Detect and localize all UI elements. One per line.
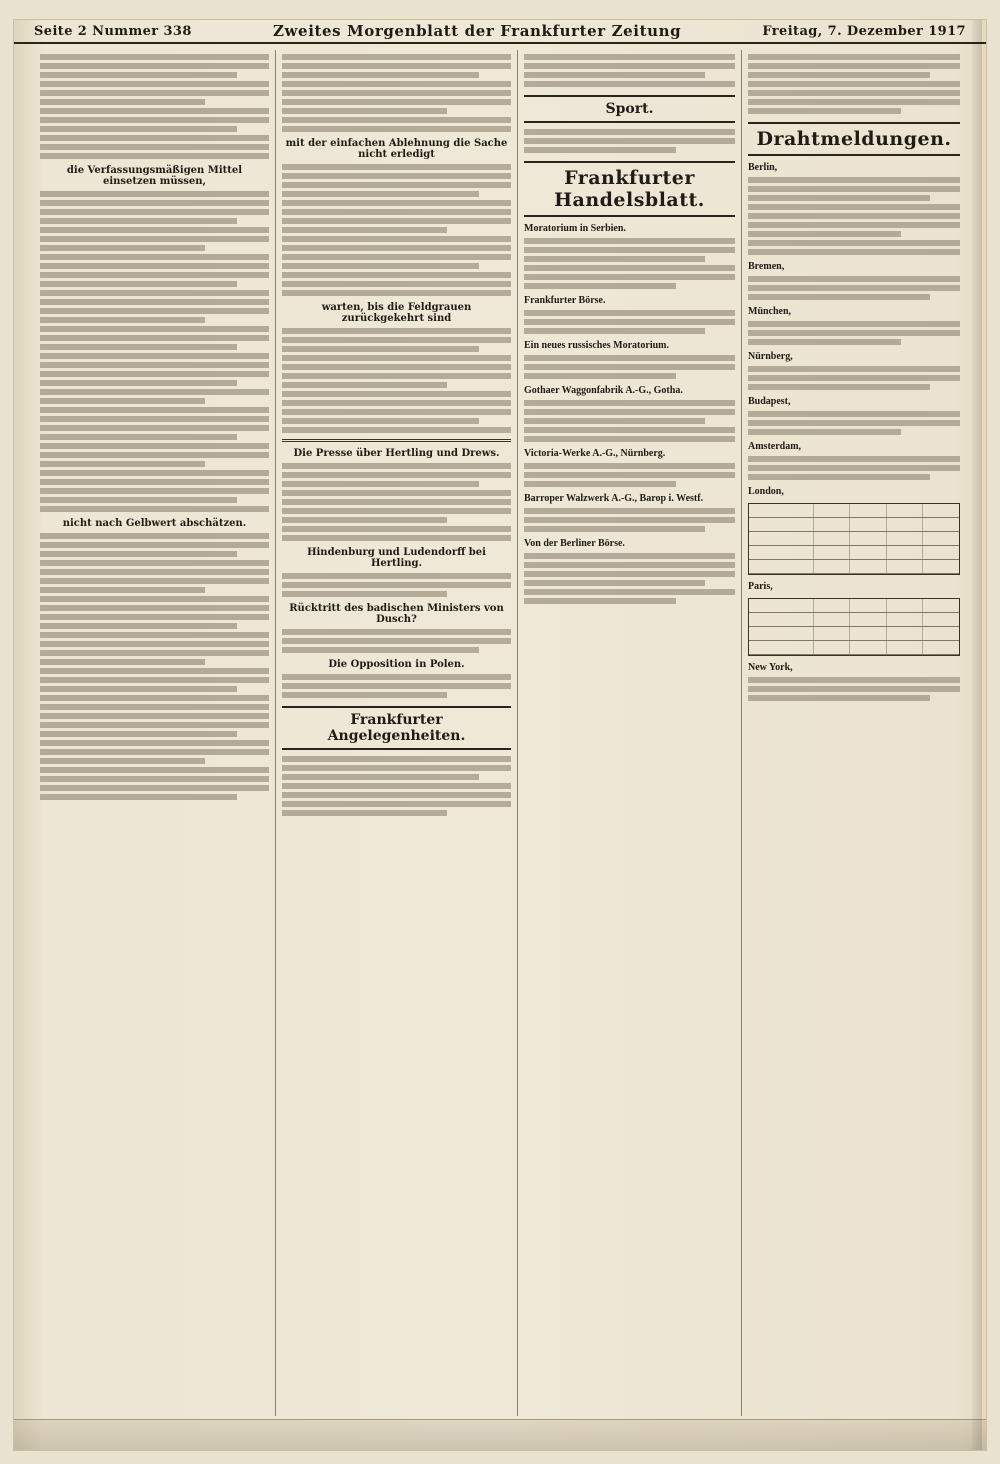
article-body (282, 164, 511, 296)
article-body (282, 463, 511, 541)
page-columns (34, 50, 966, 1416)
news-item-title: Nürnberg, (748, 351, 793, 362)
article-body (748, 411, 960, 435)
article-body (748, 54, 960, 114)
article-body (40, 533, 269, 800)
news-item-title: München, (748, 306, 792, 317)
market-table (748, 598, 960, 656)
article-body (524, 355, 735, 379)
news-item-title: Budapest, (748, 396, 791, 407)
column-2 (276, 50, 518, 1416)
article-body (524, 463, 735, 487)
column-3 (518, 50, 742, 1416)
telegrams-title: Drahtmeldungen. (748, 122, 960, 156)
article-body (524, 508, 735, 532)
article-body (748, 276, 960, 300)
article-body (748, 177, 960, 255)
newspaper-title: Zweites Morgenblatt der Frankfurter Zeitung (272, 22, 682, 40)
article-body (282, 328, 511, 433)
sport-title: Sport. (524, 95, 735, 123)
column-4 (742, 50, 966, 1416)
news-item-title: Barroper Walzwerk A.-G., Barop i. Westf. (524, 493, 704, 504)
business-section-title: Frankfurter Handelsblatt. (524, 161, 735, 217)
article-body (40, 191, 269, 512)
page-edge-shadow (972, 20, 982, 1450)
article-body (748, 366, 960, 390)
subheading: Die Opposition in Polen. (328, 659, 465, 670)
subheading: nicht nach Gelbwert abschätzen. (62, 518, 247, 529)
news-item-title: New York, (748, 662, 793, 673)
article-body (524, 310, 735, 334)
article-body (524, 54, 735, 87)
article-body (524, 400, 735, 442)
article-body (282, 573, 511, 597)
section-divider (282, 439, 511, 442)
news-item-title: Ein neues russisches Moratorium. (524, 340, 669, 351)
local-news-title: Frankfurter Angelegenheiten. (282, 706, 511, 750)
article-body (524, 238, 735, 289)
news-item-title: Victoria-Werke A.-G., Nürnberg. (524, 448, 666, 459)
news-item-title: Frankfurter Börse. (524, 295, 606, 306)
page-header (14, 20, 986, 44)
page-date: Freitag, 7. Dezember 1917 (762, 23, 966, 39)
news-item-title: Amsterdam, (748, 441, 802, 452)
news-item-title: Moratorium in Serbien. (524, 223, 626, 234)
article-body (40, 54, 269, 159)
news-item-title: Berlin, (748, 162, 778, 173)
article-body (282, 674, 511, 698)
subheading: warten, bis die Feldgrauen zurückgekehrt sind (321, 302, 472, 324)
page-bottom-edge (14, 1419, 986, 1450)
article-body (282, 54, 511, 132)
subheading: mit der einfachen Ablehnung die Sache nicht erledigt (285, 138, 508, 160)
subheading: Die Presse über Hertling und Drews. (293, 448, 500, 459)
article-body (524, 553, 735, 604)
page-number: Seite 2 Nummer 338 (34, 23, 192, 39)
news-item-title: London, (748, 486, 784, 497)
article-body (524, 129, 735, 153)
subheading: Rücktritt des badischen Ministers von Dusch? (289, 603, 504, 625)
article-body (748, 677, 960, 701)
news-item-title: Von der Berliner Börse. (524, 538, 625, 549)
news-item-title: Paris, (748, 581, 773, 592)
market-table (748, 503, 960, 575)
subheading: die Verfassungsmäßigen Mittel einsetzen müssen, (66, 165, 243, 187)
news-item-title: Gothaer Waggonfabrik A.-G., Gotha. (524, 385, 683, 396)
article-body (282, 629, 511, 653)
article-body (282, 756, 511, 816)
column-1 (34, 50, 276, 1416)
news-item-title: Bremen, (748, 261, 785, 272)
subheading: Hindenburg und Ludendorff bei Hertling. (307, 547, 486, 569)
article-body (748, 456, 960, 480)
newspaper-page (14, 20, 986, 1450)
article-body (748, 321, 960, 345)
